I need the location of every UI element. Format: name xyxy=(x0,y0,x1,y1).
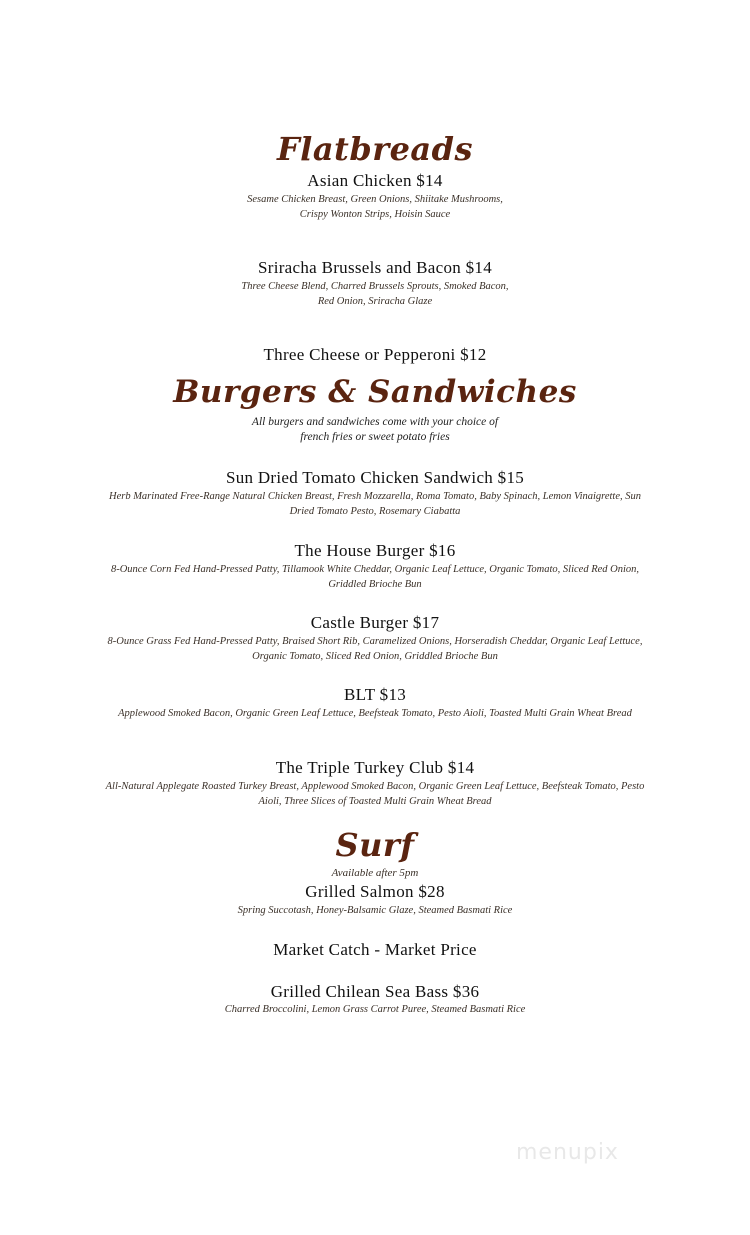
section-title-flatbreads: Flatbreads xyxy=(276,130,474,168)
item-title: Three Cheese or Pepperoni $12 xyxy=(263,345,487,364)
item-title: Asian Chicken $14 xyxy=(307,171,443,190)
item-description: Spring Succotash, Honey-Balsamic Glaze, Steamed Basmati Rice xyxy=(237,905,513,916)
item-description: Applewood Smoked Bacon, Organic Green Leaf Lettuce, Beefsteak Tomato, Pesto Aioli, Toasted Multi Grain Wheat Bread xyxy=(118,708,632,719)
section-title-burgers: Burgers & Sandwiches xyxy=(173,374,577,410)
item-description: Herb Marinated Free-Range Natural Chicken Breast, Fresh Mozzarella, Roma Tomato, Baby Spinach, Lemon Vinaigrette, Sun Dried Tomato Pesto, Rosemary Ciabatta xyxy=(108,491,642,517)
item-title: Castle Burger $17 xyxy=(310,613,440,632)
item-title: Grilled Salmon $28 xyxy=(305,882,445,901)
item-title: BLT $13 xyxy=(343,685,407,704)
item-description: 8-Ounce Corn Fed Hand-Pressed Patty, Tillamook White Cheddar, Organic Leaf Lettuce, Organic Tomato, Sliced Red Onion, Griddled Brioche Bun xyxy=(110,564,640,590)
section-title-surf: Surf xyxy=(335,826,415,864)
item-description: Charred Broccolini, Lemon Grass Carrot Puree, Steamed Basmati Rice xyxy=(224,1004,526,1015)
item-title: The House Burger $16 xyxy=(294,541,456,560)
item-title: Sun Dried Tomato Chicken Sandwich $15 xyxy=(225,468,525,487)
watermark: menupix xyxy=(516,1140,619,1165)
item-description: Three Cheese Blend, Charred Brussels Sprouts, Smoked Bacon, Red Onion, Sriracha Glaze xyxy=(241,281,509,307)
item-description: Sesame Chicken Breast, Green Onions, Shiitake Mushrooms, Crispy Wonton Strips, Hoisin Sauce xyxy=(247,194,503,220)
item-title: Sriracha Brussels and Bacon $14 xyxy=(257,258,493,277)
item-description: 8-Ounce Grass Fed Hand-Pressed Patty, Braised Short Rib, Caramelized Onions, Horseradish Cheddar, Organic Leaf Lettuce, Organic Tomato, Sliced Red Onion, Griddled Brioche Bun xyxy=(107,636,643,662)
item-title: The Triple Turkey Club $14 xyxy=(275,758,475,777)
section-note: All burgers and sandwiches come with your choice of french fries or sweet potato fries xyxy=(251,416,499,443)
item-title: Market Catch - Market Price xyxy=(273,940,477,959)
section-note: Available after 5pm xyxy=(331,867,419,879)
item-title: Grilled Chilean Sea Bass $36 xyxy=(270,982,480,1001)
item-description: All-Natural Applegate Roasted Turkey Breast, Applewood Smoked Bacon, Organic Green Leaf Lettuce, Beefsteak Tomato, Pesto Aioli, Three Slices of Toasted Multi Grain Wheat Bread xyxy=(105,781,645,807)
